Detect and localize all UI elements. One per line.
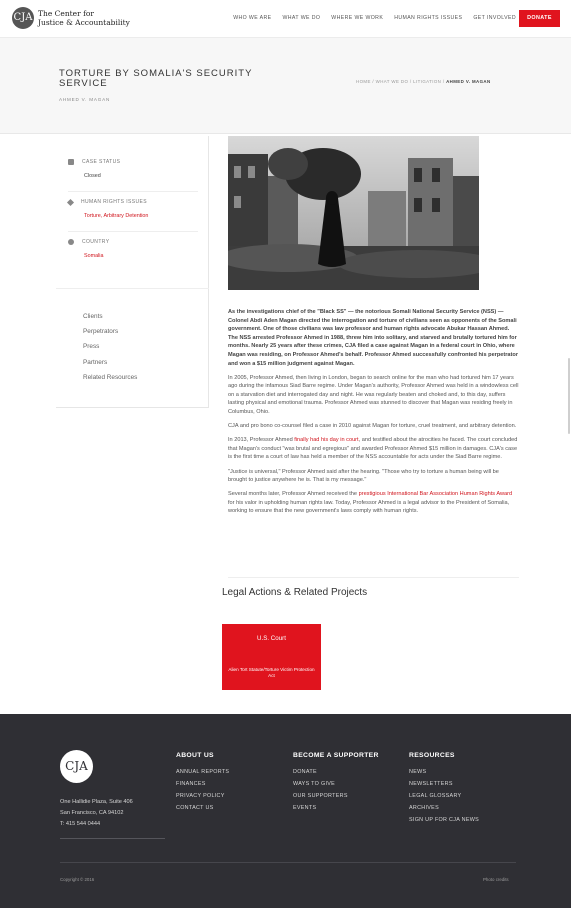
case-status-label: CASE STATUS	[82, 159, 121, 165]
breadcrumb-separator: /	[442, 79, 445, 84]
article-paragraph: In 2005, Professor Ahmed, then living in London, began to search online for the man who had tortured him 17 years ago during the infamous Siad Barre regime. Under Magan's authority, Professor Ahmed was held in a windowless cell on a starvation diet and interrogated day and night. He was regularly beaten and choked and, to this day, suffers lasting physical and emotional trauma. Professor Ahmed was stunned to discover that Magan was residing freely in Columbus, Ohio.	[228, 374, 519, 416]
footer-column-resources	[409, 752, 479, 829]
footer-link[interactable]: SIGN UP FOR CJA NEWS	[409, 817, 479, 823]
nav-who-we-are[interactable]: WHO WE ARE	[233, 15, 272, 21]
footer-heading: RESOURCES	[409, 752, 455, 759]
breadcrumb-separator: /	[372, 79, 375, 84]
paragraph-text: , and testified about the atrocities he faced. The court concluded that Magan's conduct "was brutal and egregious" and awarded Professor Ahmed $15 million in damages. CJA's case is the first time a court of law has held a member of the NSS accountable for acts under the Siad Barre regime.	[228, 437, 518, 461]
footer-heading: ABOUT US	[176, 752, 214, 759]
breadcrumb-current: AHMED V. MAGAN	[446, 79, 491, 84]
footer-link[interactable]: NEWS	[409, 769, 427, 775]
globe-icon	[68, 239, 74, 245]
footer-link[interactable]: FINANCES	[176, 781, 206, 787]
footer-link[interactable]: PRIVACY POLICY	[176, 793, 225, 799]
sidebar-link-clients[interactable]: Clients	[83, 313, 103, 320]
breadcrumb-what-we-do[interactable]: WHAT WE DO	[375, 79, 409, 84]
nav-where-we-work[interactable]: WHERE WE WORK	[331, 15, 384, 21]
article-paragraph: "Justice is universal," Professor Ahmed said after the hearing. "Those who try to torture a human being will be brought to justice anywhere he is. That is my message."	[228, 468, 499, 484]
site-logo-text[interactable]	[38, 9, 130, 27]
breadcrumb	[356, 79, 491, 84]
sidebar-link-partners[interactable]: Partners	[83, 358, 108, 366]
footer-link[interactable]: EVENTS	[293, 805, 317, 811]
issues-value-link[interactable]: Torture, Arbitrary Detention	[84, 213, 149, 219]
cja-logo-icon[interactable]: CJA	[12, 7, 34, 29]
case-status-section	[68, 159, 120, 179]
country-value-link[interactable]: Somalia	[84, 253, 104, 259]
day-in-court-link[interactable]: finally had his day in court	[294, 437, 359, 444]
case-status-heading	[68, 159, 120, 165]
breadcrumb-litigation[interactable]: LITIGATION	[413, 79, 442, 84]
article-paragraph	[228, 490, 519, 516]
nav-get-involved[interactable]: GET INVOLVED	[473, 15, 516, 21]
divider	[228, 577, 519, 578]
case-article	[228, 308, 519, 521]
article-paragraph	[228, 436, 519, 462]
country-label: COUNTRY	[82, 239, 110, 245]
photo-credits-link[interactable]: Photo credits	[483, 877, 509, 882]
page-title: TORTURE BY SOMALIA'S SECURITY SERVICE	[59, 68, 253, 89]
footer-link[interactable]: OUR SUPPORTERS	[293, 793, 348, 799]
issues-heading	[68, 199, 148, 205]
case-photo-image	[228, 136, 479, 290]
divider	[56, 288, 209, 289]
divider	[68, 191, 198, 192]
paragraph-text: for his valor in upholding human rights law. Today, Professor Ahmed is a legal advisor to the President of Somalia, working to ensure that the new government's laws comply with human rights.	[228, 499, 510, 515]
nav-what-we-do[interactable]: WHAT WE DO	[282, 15, 321, 21]
footer-link[interactable]: CONTACT US	[176, 805, 214, 811]
sidebar-links	[83, 313, 137, 389]
footer-link[interactable]: LEGAL GLOSSARY	[409, 793, 462, 799]
paragraph-text: Several months later, Professor Ahmed received the	[228, 491, 359, 498]
address-line: San Francisco, CA 94102	[60, 810, 124, 816]
main-nav	[233, 15, 516, 21]
site-header	[0, 0, 571, 38]
page-title-band	[0, 38, 571, 134]
iba-award-link[interactable]: prestigious International Bar Association Human Rights Award	[358, 491, 513, 498]
legal-actions-heading: Legal Actions & Related Projects	[222, 587, 368, 598]
footer-link[interactable]: WAYS TO GIVE	[293, 781, 336, 787]
site-footer	[0, 714, 571, 908]
us-court-card[interactable]	[222, 624, 321, 690]
page-subtitle: AHMED V. MAGAN	[59, 97, 111, 102]
breadcrumb-separator: /	[409, 79, 412, 84]
footer-link[interactable]: DONATE	[293, 769, 317, 775]
card-title: U.S. Court	[257, 635, 286, 642]
divider	[60, 862, 516, 863]
page-scrollbar[interactable]	[568, 358, 570, 434]
case-status-value: Closed	[84, 173, 101, 179]
issues-label: HUMAN RIGHTS ISSUES	[81, 199, 147, 205]
gavel-icon	[67, 198, 74, 205]
article-lead: As the investigations chief of the "Black SS" — the notorious Somali National Security Service (NSS) — Colonel Abdi Aden Magan directed the interrogation and torture of civilians seen as opponents of the Somali government. One of those civilians was law professor and human rights advocate Abukar Hassan Ahmed. The NSS arrested Professor Ahmed in 1988, threw him into solitary, and starved and brutally tortured him for months. Nearly 25 years after these crimes, CJA filed a case against Magan in a federal court in Ohio, where Magan was residing, on Professor Ahmed's behalf. Professor Ahmed successfully confronted his perpetrator and won a $15 million judgment against Magan.	[228, 309, 518, 367]
country-section	[68, 239, 109, 259]
sidebar-link-press[interactable]: Press	[83, 343, 100, 351]
footer-cja-logo-icon[interactable]: CJA	[60, 750, 93, 783]
footer-link[interactable]: ANNUAL REPORTS	[176, 769, 230, 775]
issues-section	[68, 199, 148, 219]
sidebar-link-perpetrators[interactable]: Perpetrators	[83, 328, 119, 336]
footer-link[interactable]: NEWSLETTERS	[409, 781, 453, 787]
footer-address	[60, 797, 133, 830]
nav-human-rights-issues[interactable]: HUMAN RIGHTS ISSUES	[394, 15, 463, 21]
card-subtitle: Alien Tort Statute/Torture Victim Protection Act	[228, 667, 315, 678]
footer-link[interactable]: ARCHIVES	[409, 805, 439, 811]
phone-number: T: 415 544 0444	[60, 821, 101, 827]
address-line: One Hallidie Plaza, Suite 406	[60, 799, 133, 805]
country-heading	[68, 239, 109, 245]
logo-line-2: Justice & Accountability	[38, 18, 130, 27]
footer-heading: BECOME A SUPPORTER	[293, 752, 379, 759]
footer-column-supporter	[293, 752, 379, 817]
case-sidebar	[56, 136, 209, 408]
article-paragraph: CJA and pro bono co-counsel filed a case in 2010 against Magan for torture, cruel treatment, and arbitrary detention.	[228, 423, 517, 430]
case-photo	[228, 136, 479, 290]
sidebar-link-related-resources[interactable]: Related Resources	[83, 373, 138, 381]
logo-line-1: The Center for	[38, 9, 94, 18]
divider	[68, 231, 198, 232]
breadcrumb-home[interactable]: HOME	[356, 79, 371, 84]
copyright-text: Copyright © 2016	[60, 877, 95, 882]
paragraph-text: In 2013, Professor Ahmed	[228, 437, 295, 444]
briefcase-icon	[68, 159, 74, 165]
donate-button[interactable]: DONATE	[519, 10, 560, 27]
divider	[60, 838, 165, 839]
footer-column-about	[176, 752, 229, 817]
